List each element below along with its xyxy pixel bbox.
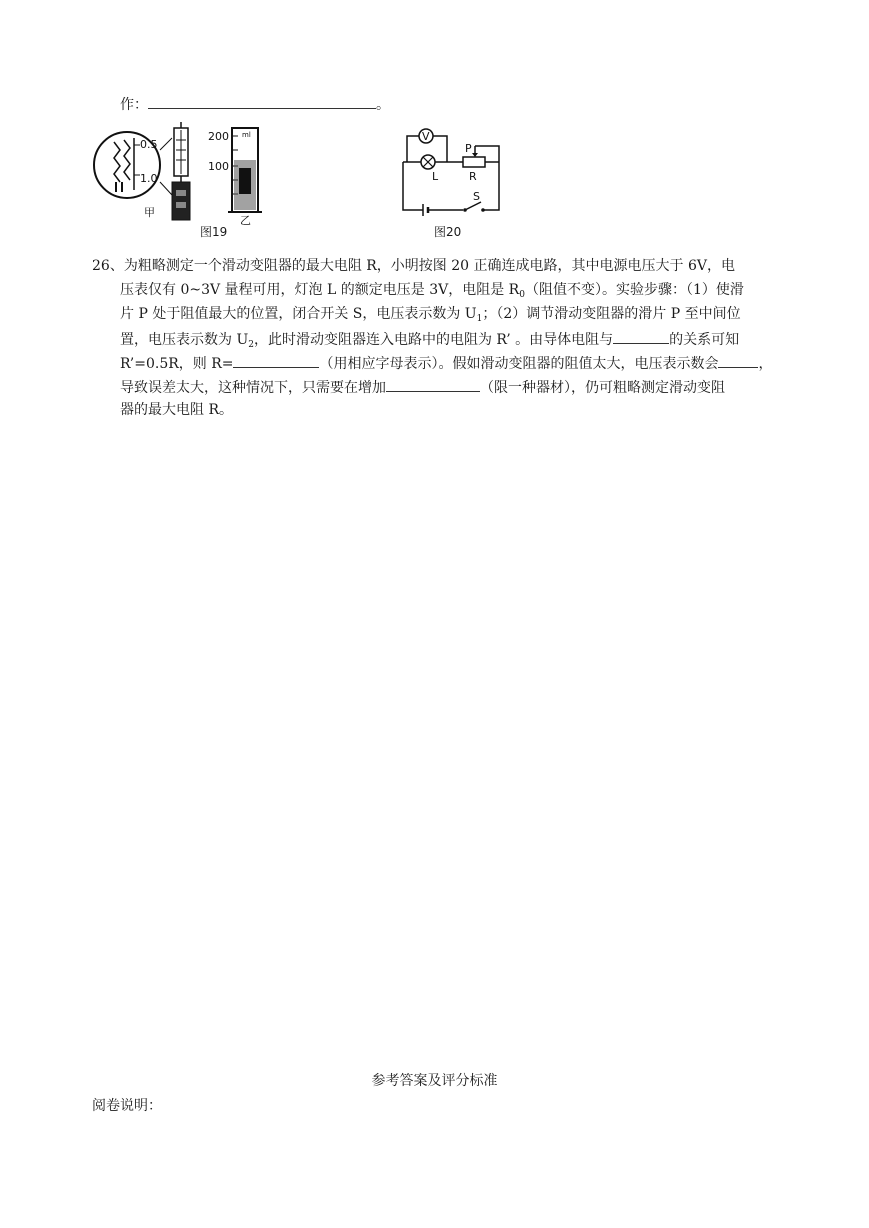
lamp-label: L: [432, 170, 439, 183]
answer-title: 参考答案及评分标准: [371, 1073, 498, 1089]
q26-text-4c: 的关系可知: [669, 332, 740, 348]
q26-line-7: [120, 402, 233, 418]
q26-text-3a: 片 P 处于阻值最大的位置，闭合开关 S，电压表示数为 U: [120, 306, 477, 322]
q26-text-4b: ，此时滑动变阻器连入电路中的电阻为 R’ 。由导体电阻与: [253, 332, 614, 348]
figure-19: [92, 120, 272, 240]
q26-line-5: [120, 354, 772, 372]
q26-text-5b: （用相应字母表示）。假如滑动变阻器的阻值太大，电压表示数会: [319, 356, 719, 372]
q26-blank-4[interactable]: [386, 378, 480, 392]
hanging-block: [172, 182, 190, 220]
q26-line-6: [120, 378, 725, 396]
q26-blank-3[interactable]: [718, 354, 758, 368]
q26-text-2a: 压表仅有 0~3V 量程可用，灯泡 L 的额定电压是 3V，电阻是 R: [120, 282, 520, 298]
grading-note: 阅卷说明：: [92, 1098, 162, 1114]
q26-text-5c: ，: [758, 356, 773, 372]
q26-text-3b: ；（2）调节滑动变阻器的滑片 P 至中间位: [482, 306, 741, 322]
q25-suffix: 。: [376, 97, 390, 113]
fig19-caption: 图19: [200, 225, 228, 239]
q25-prefix: 作：: [120, 97, 148, 113]
q26-text-6b: （限一种器材），仍可粗略测定滑动变阻: [480, 380, 725, 396]
q25-blank[interactable]: [148, 95, 376, 109]
submerged-block: [239, 168, 251, 194]
q25-answer-line: [120, 95, 390, 113]
q26-text-6a: 导致误差太大，这种情况下，只需要在增加: [120, 380, 386, 396]
q26-blank-1[interactable]: [613, 330, 669, 344]
q26-text-2b: （阻值不变）。实验步骤：（1）使滑: [524, 282, 744, 298]
q26-text-4a: 置，电压表示数为 U: [120, 332, 249, 348]
q26-line-3: [120, 306, 741, 327]
q26-sub-u2: 2: [248, 340, 254, 350]
rheostat-label: R: [469, 170, 477, 183]
q26-text-7: 器的最大电阻 R。: [120, 402, 233, 418]
switch-lever: [465, 202, 481, 210]
slider-label: P: [465, 142, 472, 155]
fig19-label-yi: 乙: [240, 214, 251, 227]
cylinder-200-label: 200: [208, 130, 229, 143]
q26-blank-2[interactable]: [233, 354, 319, 368]
fig20-caption: 图20: [434, 225, 462, 239]
rheostat-body: [463, 157, 485, 167]
q26-line-4: [120, 330, 739, 353]
voltmeter-label: V: [422, 130, 430, 143]
scale-label-1-0: 1.0: [140, 172, 158, 185]
figure-20: [395, 126, 505, 216]
q26-line-2: [120, 282, 744, 303]
q26-sub-u1: 1: [476, 314, 483, 324]
fig19-label-jia: 甲: [144, 206, 155, 219]
q26-text-1: 26、为粗略测定一个滑动变阻器的最大电阻 R，小明按图 20 正确连成电路，其中电源电压大于 6V，电: [92, 258, 735, 274]
q26-sub-r0: 0: [519, 290, 525, 300]
q26-text-5a: R’=0.5R，则 R=: [120, 356, 234, 372]
cylinder-unit: ml: [242, 131, 251, 139]
switch-label: S: [473, 190, 480, 203]
cylinder-100-label: 100: [208, 160, 229, 173]
scale-label-0-5: 0.5: [140, 138, 158, 151]
q26-line-1: [92, 258, 735, 274]
